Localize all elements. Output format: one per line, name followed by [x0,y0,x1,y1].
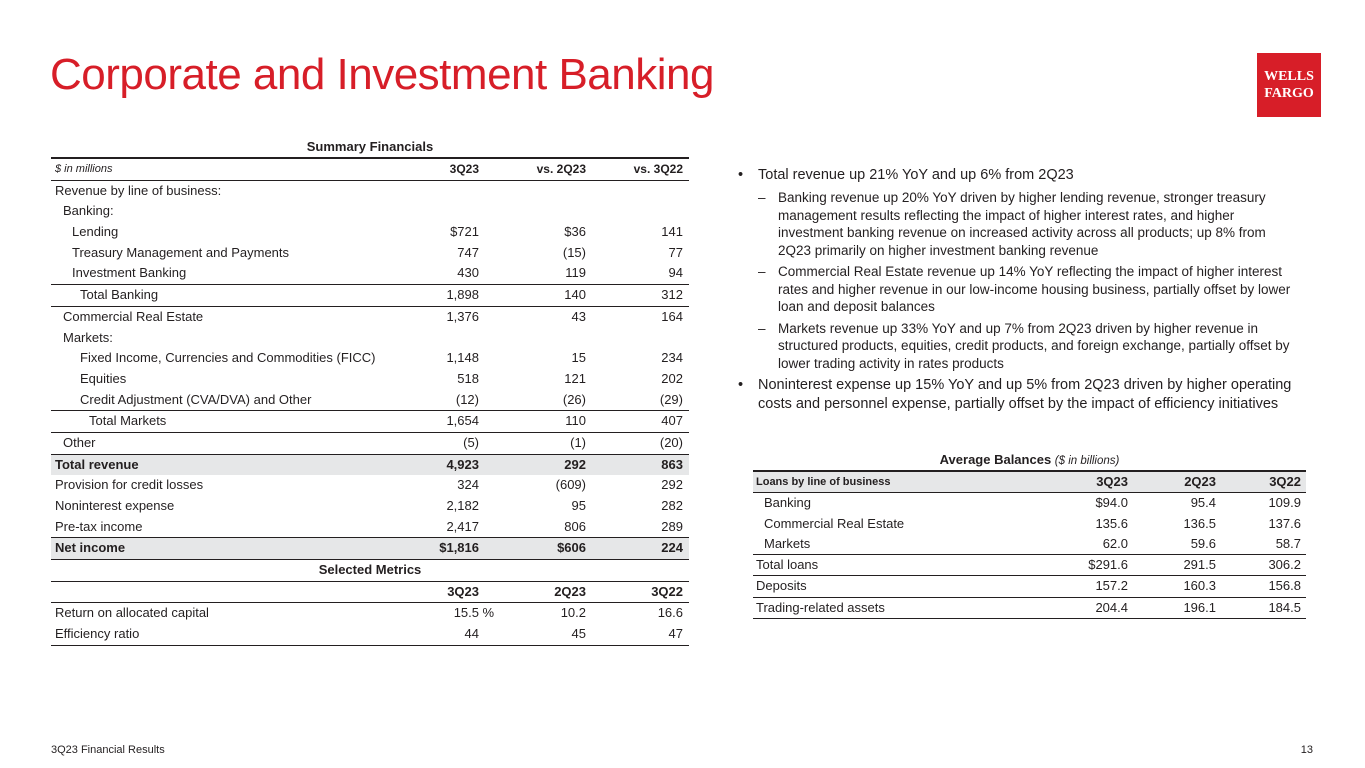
sub-bullet-markets: – Markets revenue up 33% YoY and up 7% from 2Q23 driven by higher revenue in structured products, equities, credit products, and foreign exchange, partially offset by lower trading activity in rates products [738,320,1298,373]
cell: 47 [668,626,683,642]
avg-title-units: ($ in billions) [1054,455,1120,467]
cell: 135.6 [1095,515,1128,531]
cell: $94.0 [1095,495,1128,511]
row-label: Total Markets [89,413,167,429]
commentary-bullets [738,166,1298,418]
summary-title: Summary Financials [51,137,689,159]
cell: 747 [457,244,479,260]
table-row [51,181,689,202]
bullet-expense: • Noninterest expense up 15% YoY and up 5% from 2Q23 driven by higher operating costs and personnel expense, partially offset by the impact of efficiency initiatives [738,376,1298,414]
col-header: 3Q23 [449,162,479,176]
percent-sign: % [482,605,494,621]
cell: 292 [564,456,586,472]
table-row-total-banking [51,284,689,307]
cell: (1) [570,434,586,450]
cell: 160.3 [1183,578,1216,594]
cell: 1,376 [446,308,479,324]
table-row [51,328,689,349]
row-label: Banking: [63,203,114,219]
row-label: Other [63,434,96,450]
cell: 202 [661,370,683,386]
row-label: Commercial Real Estate [63,308,204,324]
row-label: Total loans [756,557,819,573]
average-balances-table [753,450,1306,619]
cell: 109.9 [1268,495,1301,511]
table-row [51,390,689,411]
col-header: 3Q22 [1269,474,1301,489]
table-row [51,624,689,646]
cell: 119 [565,265,586,281]
cell: 224 [661,540,683,556]
cell: 15 [571,350,586,366]
cell: 95 [571,498,586,513]
table-row [51,307,689,328]
table-row [51,348,689,369]
cell: 95.4 [1190,495,1216,511]
cell: 137.6 [1268,515,1301,531]
row-label: Noninterest expense [55,498,175,513]
cell: 407 [661,413,683,429]
cell: (29) [659,391,683,407]
cell: 58.7 [1275,535,1301,551]
bullet-revenue: • Total revenue up 21% YoY and up 6% from 2Q23 [738,166,1298,185]
row-label: Efficiency ratio [55,626,140,642]
col-header: 3Q23 [1096,474,1128,489]
table-row [753,492,1306,513]
cell: 15.5 [453,605,479,621]
table-row [51,263,689,284]
row-label: Banking [764,495,811,511]
table-row [51,222,689,243]
cell: 94 [668,265,683,281]
avg-header-label: Loans by line of business [756,476,891,488]
cell: 1,898 [446,287,479,303]
table-row [51,201,689,222]
row-label: Investment Banking [72,265,187,281]
cell: 312 [661,287,683,303]
row-label: Provision for credit losses [55,477,204,493]
row-label: Fixed Income, Currencies and Commodities (FICC) [80,350,376,366]
sub-bullet-cre: – Commercial Real Estate revenue up 14% YoY reflecting the impact of higher interest rates and higher revenue in our low-income housing business, partially offset by lower loan and deposit balances [738,263,1298,316]
average-balances-title [753,450,1306,470]
cell: $291.6 [1088,557,1128,573]
cell: 10.2 [560,605,586,621]
row-label: Trading-related assets [756,599,885,615]
row-label: Lending [72,224,119,240]
row-label: Deposits [756,578,807,594]
col-header: 3Q23 [447,583,479,599]
col-header: 3Q22 [651,583,683,599]
table-header-row [51,159,689,181]
row-label: Total revenue [55,456,139,472]
cell: 282 [661,498,683,513]
cell: (609) [555,477,586,493]
row-label: Revenue by line of business: [55,182,222,198]
col-header: 2Q23 [1184,474,1216,489]
row-label: Net income [55,540,126,556]
row-label: Markets: [63,329,113,345]
units-label: $ in millions [55,163,113,175]
table-row [753,514,1306,534]
cell: $36 [564,224,586,240]
cell: 430 [457,265,479,281]
cell: 140 [564,287,586,303]
cell: 4,923 [446,456,479,472]
cell: (20) [659,434,683,450]
cell: 324 [457,477,479,493]
col-header: 2Q23 [554,583,586,599]
selected-metrics-title: Selected Metrics [51,559,689,582]
table-row [753,576,1306,597]
row-label: Pre-tax income [55,518,143,534]
table-row [753,534,1306,555]
cell: 110 [565,413,586,429]
table-row [51,475,689,496]
table-row-net-income [51,537,689,559]
cell: $606 [557,540,586,556]
cell: 62.0 [1102,535,1128,551]
row-label: Markets [764,535,811,551]
cell: 306.2 [1268,557,1301,573]
row-label: Credit Adjustment (CVA/DVA) and Other [80,391,312,407]
cell: 121 [564,370,586,386]
table-row [51,369,689,390]
cell: 141 [661,224,683,240]
table-row-total-loans [753,555,1306,576]
page-title: Corporate and Investment Banking [50,50,714,99]
cell: 77 [668,244,683,260]
cell: 234 [661,350,683,366]
sub-bullet-banking: – Banking revenue up 20% YoY driven by higher lending revenue, stronger treasury management results reflecting the impact of higher interest rates, and higher investment banking revenue on increased activity across all products; up 8% from 2Q23 primarily on higher investment banking revenue [738,189,1298,259]
cell: 292 [661,477,683,493]
row-label: Equities [80,370,127,386]
row-label: Total Banking [80,287,159,303]
cell: 1,654 [446,413,479,429]
page-number: 13 [1300,744,1313,756]
table-row [51,496,689,517]
cell: 289 [661,518,683,534]
cell: 44 [464,626,479,642]
selected-header-row [51,582,689,604]
footer-label: 3Q23 Financial Results [51,744,165,756]
table-row-total-revenue [51,454,689,476]
logo-line-1: WELLS [1264,69,1314,84]
wells-fargo-logo [1257,53,1321,117]
cell: 45 [571,626,586,642]
table-row [753,598,1306,619]
cell: 196.1 [1183,599,1216,615]
cell: 1,148 [446,350,479,366]
cell: 164 [661,308,683,324]
cell: 184.5 [1268,599,1301,615]
cell: (12) [455,391,479,407]
row-label: Commercial Real Estate [764,515,905,531]
avg-title-text: Average Balances [939,452,1052,467]
cell: 806 [564,518,586,534]
cell: 16.6 [657,605,683,621]
avg-header-row [753,470,1306,492]
table-row [51,517,689,538]
table-row-total-markets [51,410,689,433]
cell: (26) [562,391,586,407]
table-row [51,603,689,624]
cell: 156.8 [1268,578,1301,594]
cell: (15) [562,244,586,260]
summary-financials-table [51,137,689,646]
cell: 2,417 [446,518,479,534]
cell: $1,816 [439,540,479,556]
row-label: Return on allocated capital [55,605,209,621]
cell: 863 [661,456,683,472]
cell: (5) [463,434,479,450]
cell: 43 [571,308,586,324]
cell: 157.2 [1095,578,1128,594]
table-row [51,243,689,264]
cell: 136.5 [1183,515,1216,531]
logo-line-2: FARGO [1264,86,1314,101]
cell: 59.6 [1190,535,1216,551]
col-header: vs. 2Q23 [536,162,586,176]
table-row [51,433,689,454]
row-label: Treasury Management and Payments [72,244,290,260]
cell: $721 [450,224,479,240]
col-header: vs. 3Q22 [633,162,683,176]
cell: 204.4 [1095,599,1128,615]
cell: 291.5 [1183,557,1216,573]
cell: 518 [457,370,479,386]
cell: 2,182 [446,498,479,513]
